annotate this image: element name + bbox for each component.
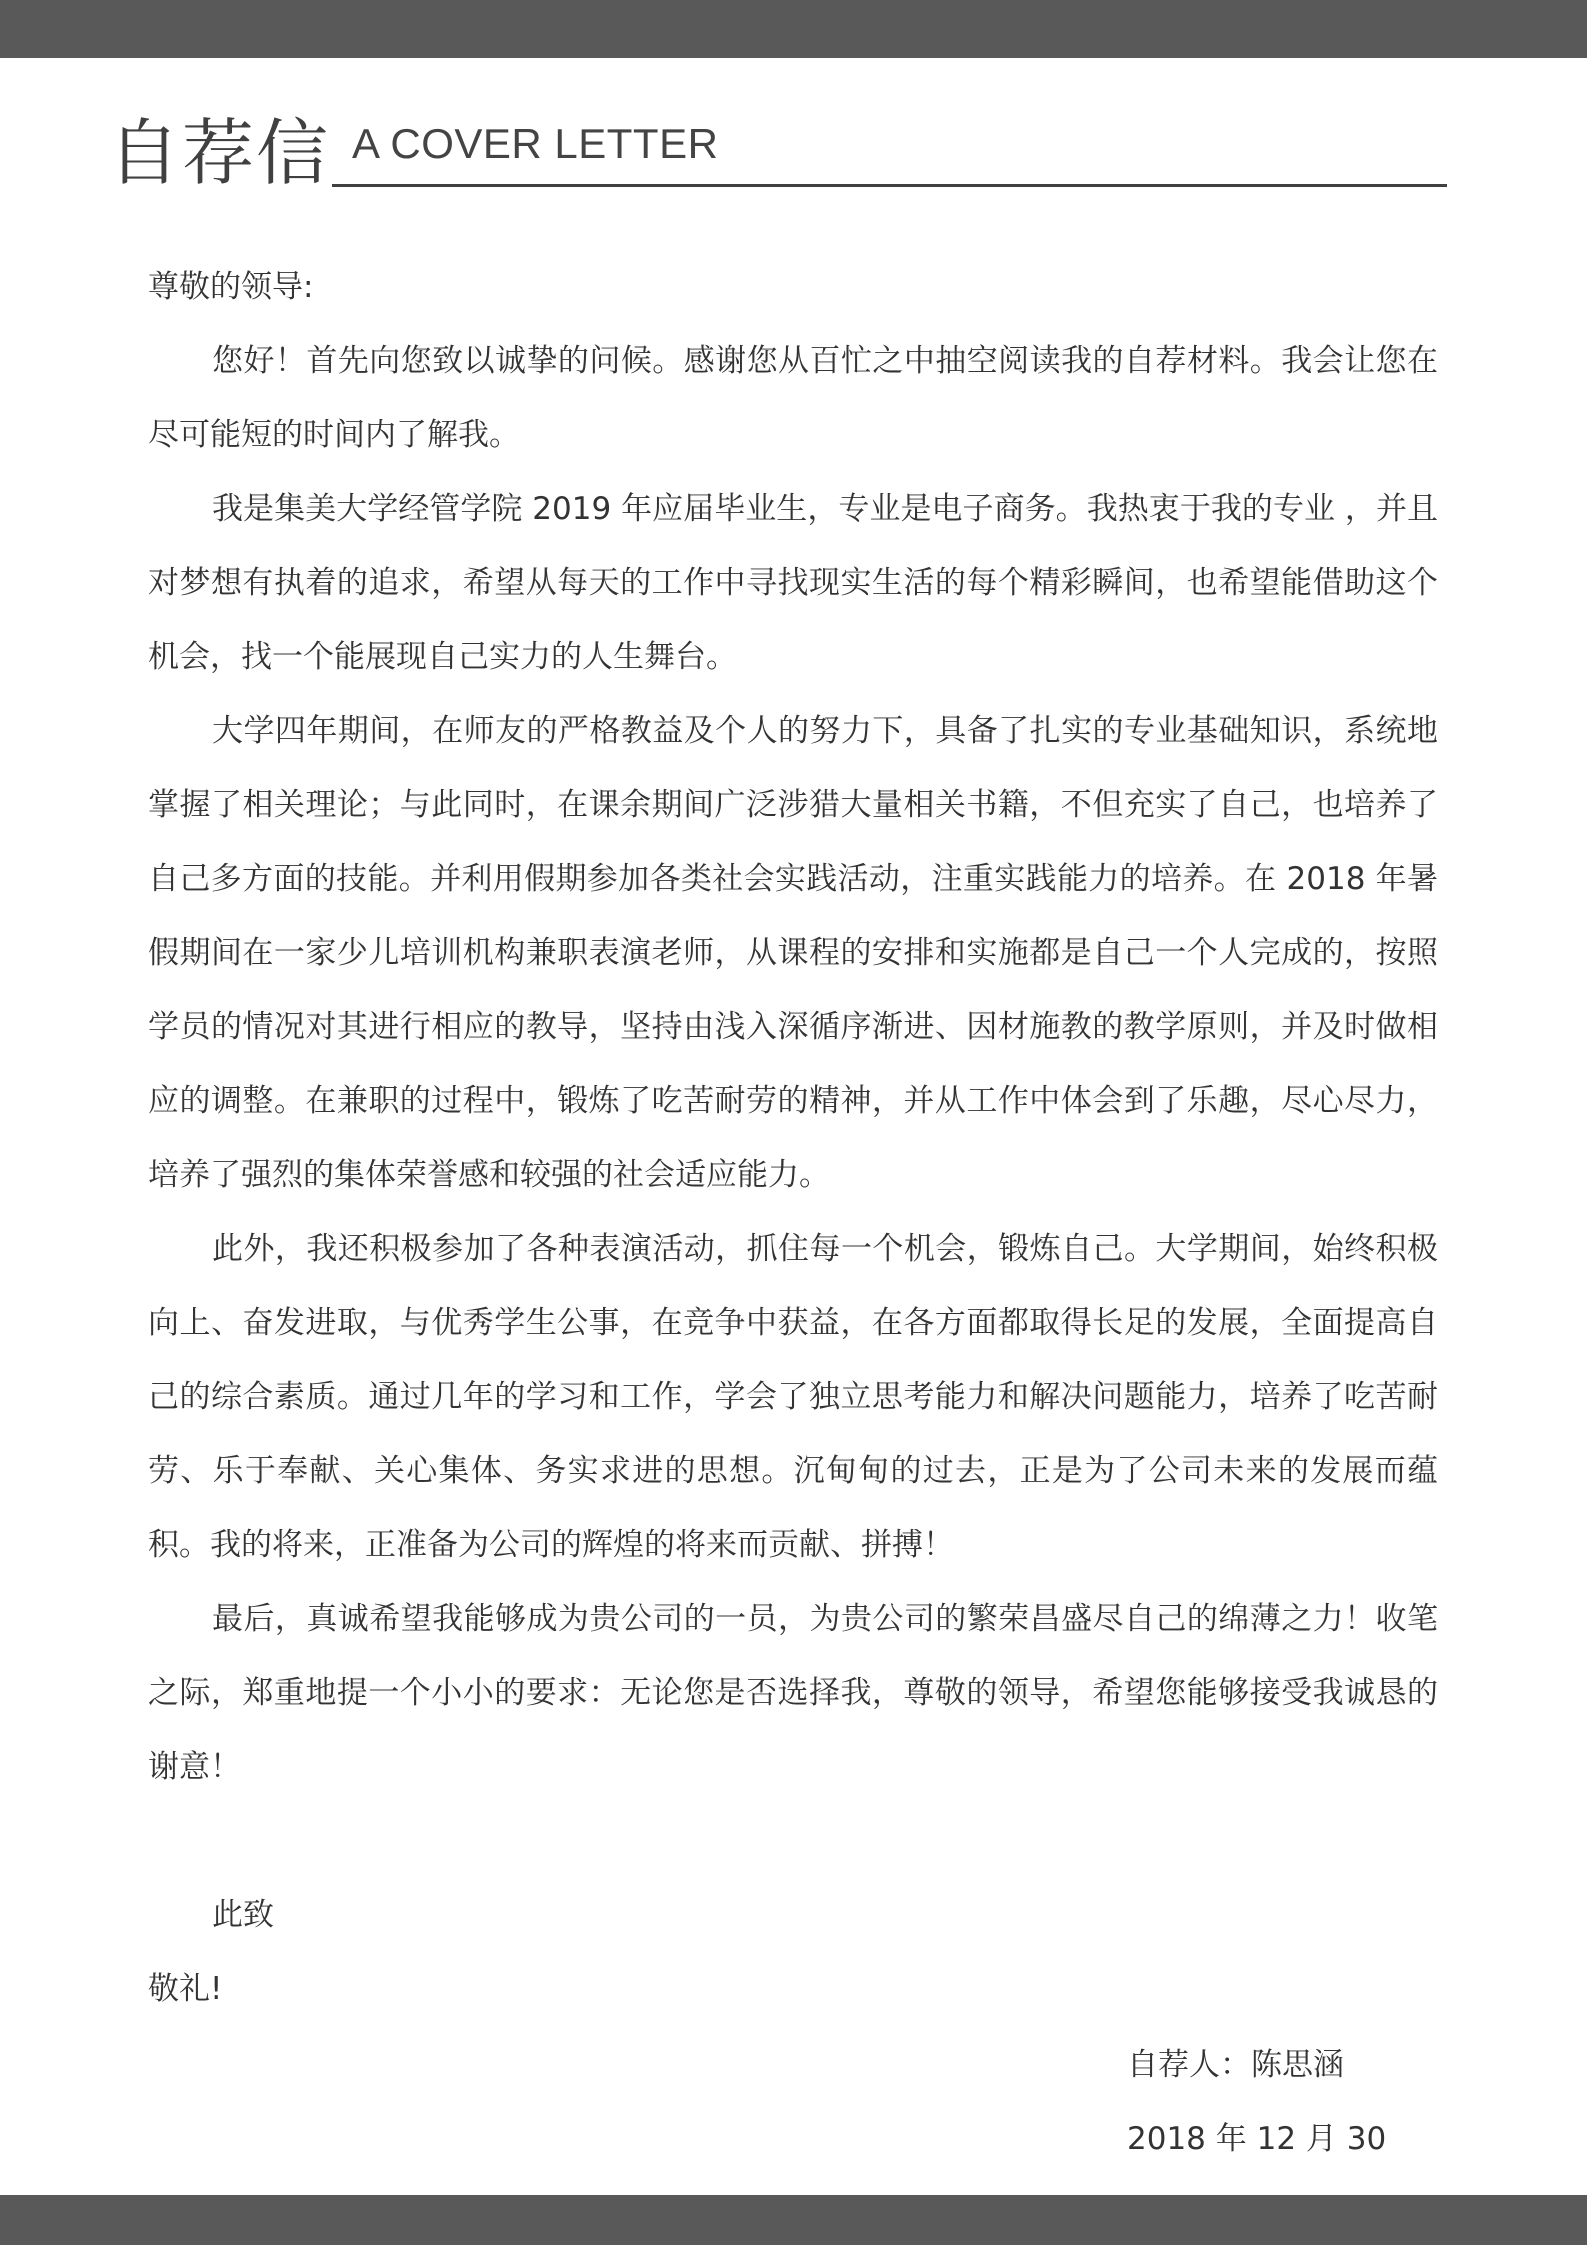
paragraph-5: 最后，真诚希望我能够成为贵公司的一员，为贵公司的繁荣昌盛尽自己的绵薄之力！收笔之际，郑重地提一个小小的要求：无论您是否选择我，尊敬的领导，希望您能够接受我诚恳的谢意！ xyxy=(148,1601,1438,1785)
paragraph-1: 您好！首先向您致以诚挚的问候。感谢您从百忙之中抽空阅读我的自荐材料。我会让您在尽可能短的时间内了解我。 xyxy=(148,343,1438,453)
paragraph-4: 此外，我还积极参加了各种表演活动，抓住每一个机会，锻炼自己。大学期间，始终积极向上、奋发进取，与优秀学生公事，在竞争中获益，在各方面都取得长足的发展，全面提高自己的综合素质。通过几年的学习和工作，学会了独立思考能力和解决问题能力，培养了吃苦耐劳、乐于奉献、关心集体、务实求进的思想。沉甸甸的过去，正是为了公司未来的发展而蕴积。我的将来，正准备为公司的辉煌的将来而贡献、拼搏！ xyxy=(148,1231,1438,1563)
bottom-decor-bar xyxy=(0,2195,1587,2245)
title-chinese: 自荐信 xyxy=(108,111,331,195)
title-underline xyxy=(332,184,1447,187)
greeting: 尊敬的领导: xyxy=(148,269,314,305)
title-english: A COVER LETTER xyxy=(352,120,719,167)
signer-name: 自荐人：陈思涵 xyxy=(1127,2047,1344,2083)
top-decor-bar xyxy=(0,0,1587,58)
signature-date: 2018 年 12 月 30 xyxy=(1127,2121,1387,2157)
closing-jing-li: 敬礼! xyxy=(148,1971,223,2007)
letter-body xyxy=(148,250,1438,2026)
letter-header xyxy=(108,108,1448,198)
closing-ci-zhi: 此致 xyxy=(212,1897,274,1933)
paragraph-2: 我是集美大学经管学院 2019 年应届毕业生，专业是电子商务。我热衷于我的专业 ，并且对梦想有执着的追求，希望从每天的工作中寻找现实生活的每个精彩瞬间，也希望能借助这个机会，找一个能展现自己实力的人生舞台。 xyxy=(148,491,1438,675)
paragraph-3: 大学四年期间，在师友的严格教益及个人的努力下，具备了扎实的专业基础知识，系统地掌握了相关理论；与此同时，在课余期间广泛涉猎大量相关书籍，不但充实了自己，也培养了自己多方面的技能。并利用假期参加各类社会实践活动，注重实践能力的培养。在 2018 年暑假期间在一家少儿培训机构兼职表演老师，从课程的安排和实施都是自己一个人完成的，按照学员的情况对其进行相应的教导，坚持由浅入深循序渐进、因材施教的教学原则，并及时做相应的调整。在兼职的过程中，锻炼了吃苦耐劳的精神，并从工作中体会到了乐趣，尽心尽力，培养了强烈的集体荣誉感和较强的社会适应能力。 xyxy=(148,713,1438,1193)
